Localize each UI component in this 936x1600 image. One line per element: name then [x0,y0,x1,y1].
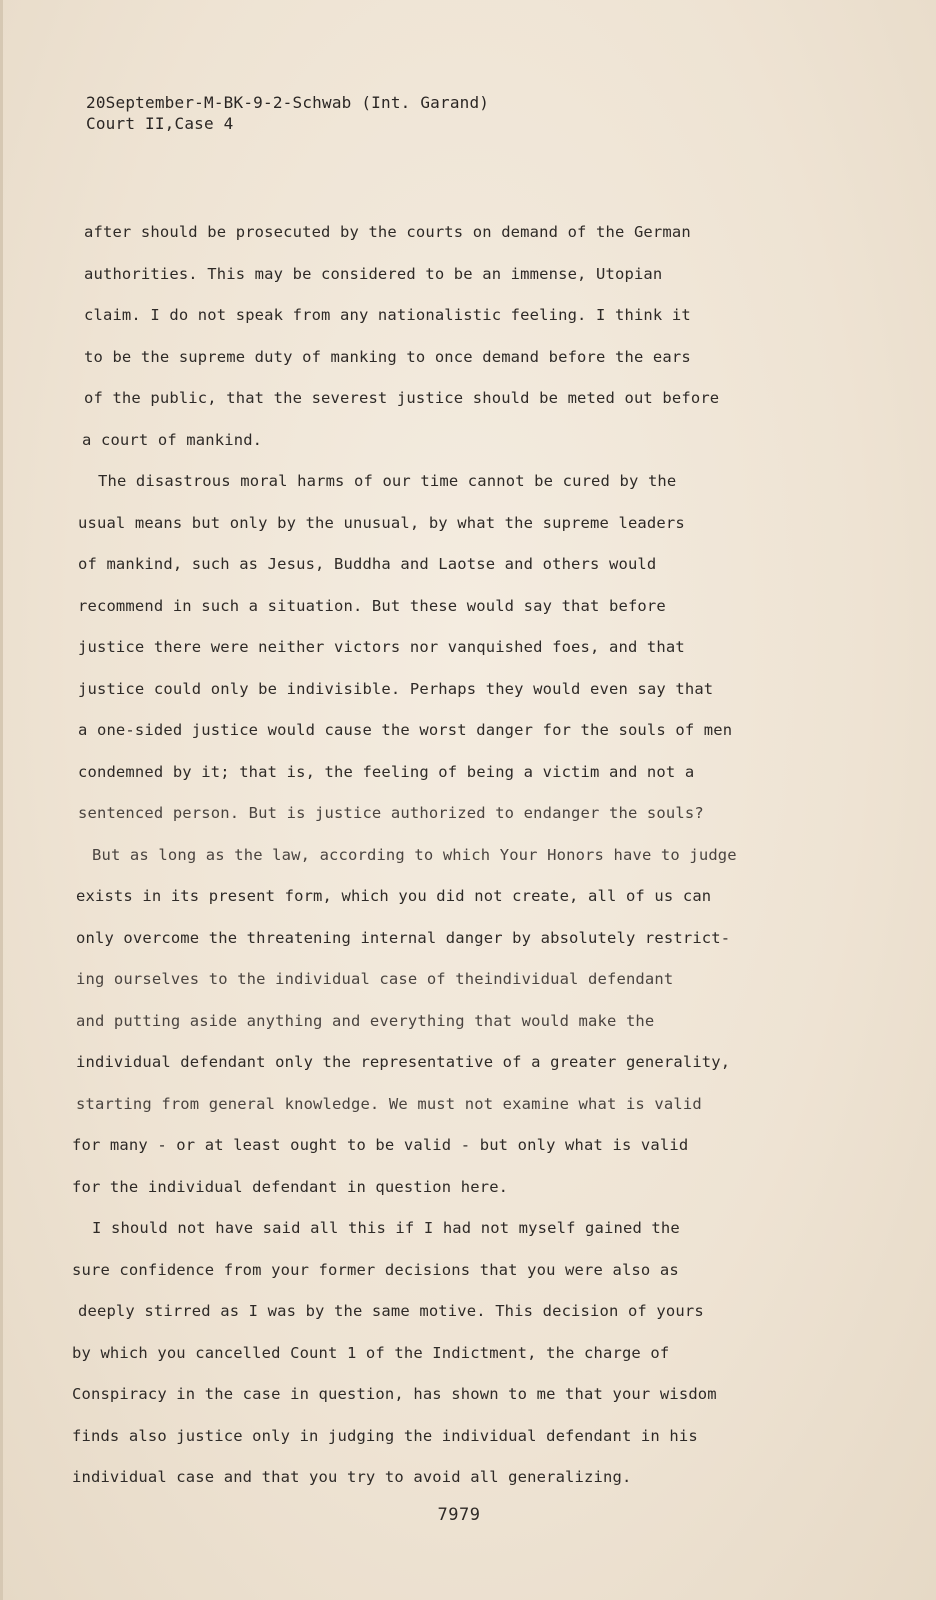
body-line: of mankind, such as Jesus, Buddha and Laotse and others would [78,555,657,573]
transcript-body [72,212,872,1499]
body-line: finds also justice only in judging the individual defendant in his [72,1426,698,1445]
body-line: by which you cancelled Count 1 of the Indictment, the charge of [72,1343,670,1362]
header-court-line: Court II,Case 4 [86,114,234,133]
page-number [0,1505,936,1525]
body-line: authorities. This may be considered to be an immense, Utopian [84,264,663,283]
paragraph-start-line: I should not have said all this if I had not myself gained the [92,1219,680,1237]
body-line: exists in its present form, which you did not create, all of us can [76,887,712,905]
paragraph-start-line: But as long as the law, according to which Your Honors have to judge [92,845,737,864]
body-line: justice could only be indivisible. Perhaps they would even say that [78,679,714,698]
body-line: sure confidence from your former decisions that you were also as [72,1260,679,1279]
body-line: a one-sided justice would cause the worst danger for the souls of men [78,721,733,739]
body-line: and putting aside anything and everything that would make the [76,1011,655,1030]
document-header [86,92,489,134]
body-line: starting from general knowledge. We must not examine what is valid [76,1094,702,1113]
body-line: a court of mankind. [82,430,263,449]
body-line: Conspiracy in the case in question, has shown to me that your wisdom [72,1385,717,1403]
body-line: only overcome the threatening internal danger by absolutely restrict- [76,928,731,947]
body-line: individual case and that you try to avoid all generalizing. [72,1468,632,1486]
body-line: of the public, that the severest justice should be meted out before [84,389,720,407]
body-line: recommend in such a situation. But these would say that before [78,596,666,615]
body-line: condemned by it; that is, the feeling of being a victim and not a [78,762,695,781]
body-line: to be the supreme duty of manking to once demand before the ears [84,347,691,366]
body-line: after should be prosecuted by the courts on demand of the German [84,223,691,241]
body-line: usual means but only by the unusual, by what the supreme leaders [78,513,685,532]
body-line: individual defendant only the representative of a greater generality, [76,1053,731,1071]
body-line: justice there were neither victors nor vanquished foes, and that [78,638,685,656]
body-line: sentenced person. But is justice authorized to endanger the souls? [78,804,704,822]
body-line: ing ourselves to the individual case of theindividual defendant [76,970,674,988]
body-line: for the individual defendant in question here. [72,1177,509,1196]
body-line: for many - or at least ought to be valid - but only what is valid [72,1136,689,1154]
header-reference-line: 20September-M-BK-9-2-Schwab (Int. Garand) [86,93,490,112]
paragraph-start-line: The disastrous moral harms of our time cannot be cured by the [98,472,677,490]
page-number-text: 7979 [437,1505,481,1525]
body-line: claim. I do not speak from any nationalistic feeling. I think it [84,306,691,324]
body-line: deeply stirred as I was by the same motive. This decision of yours [78,1302,704,1320]
